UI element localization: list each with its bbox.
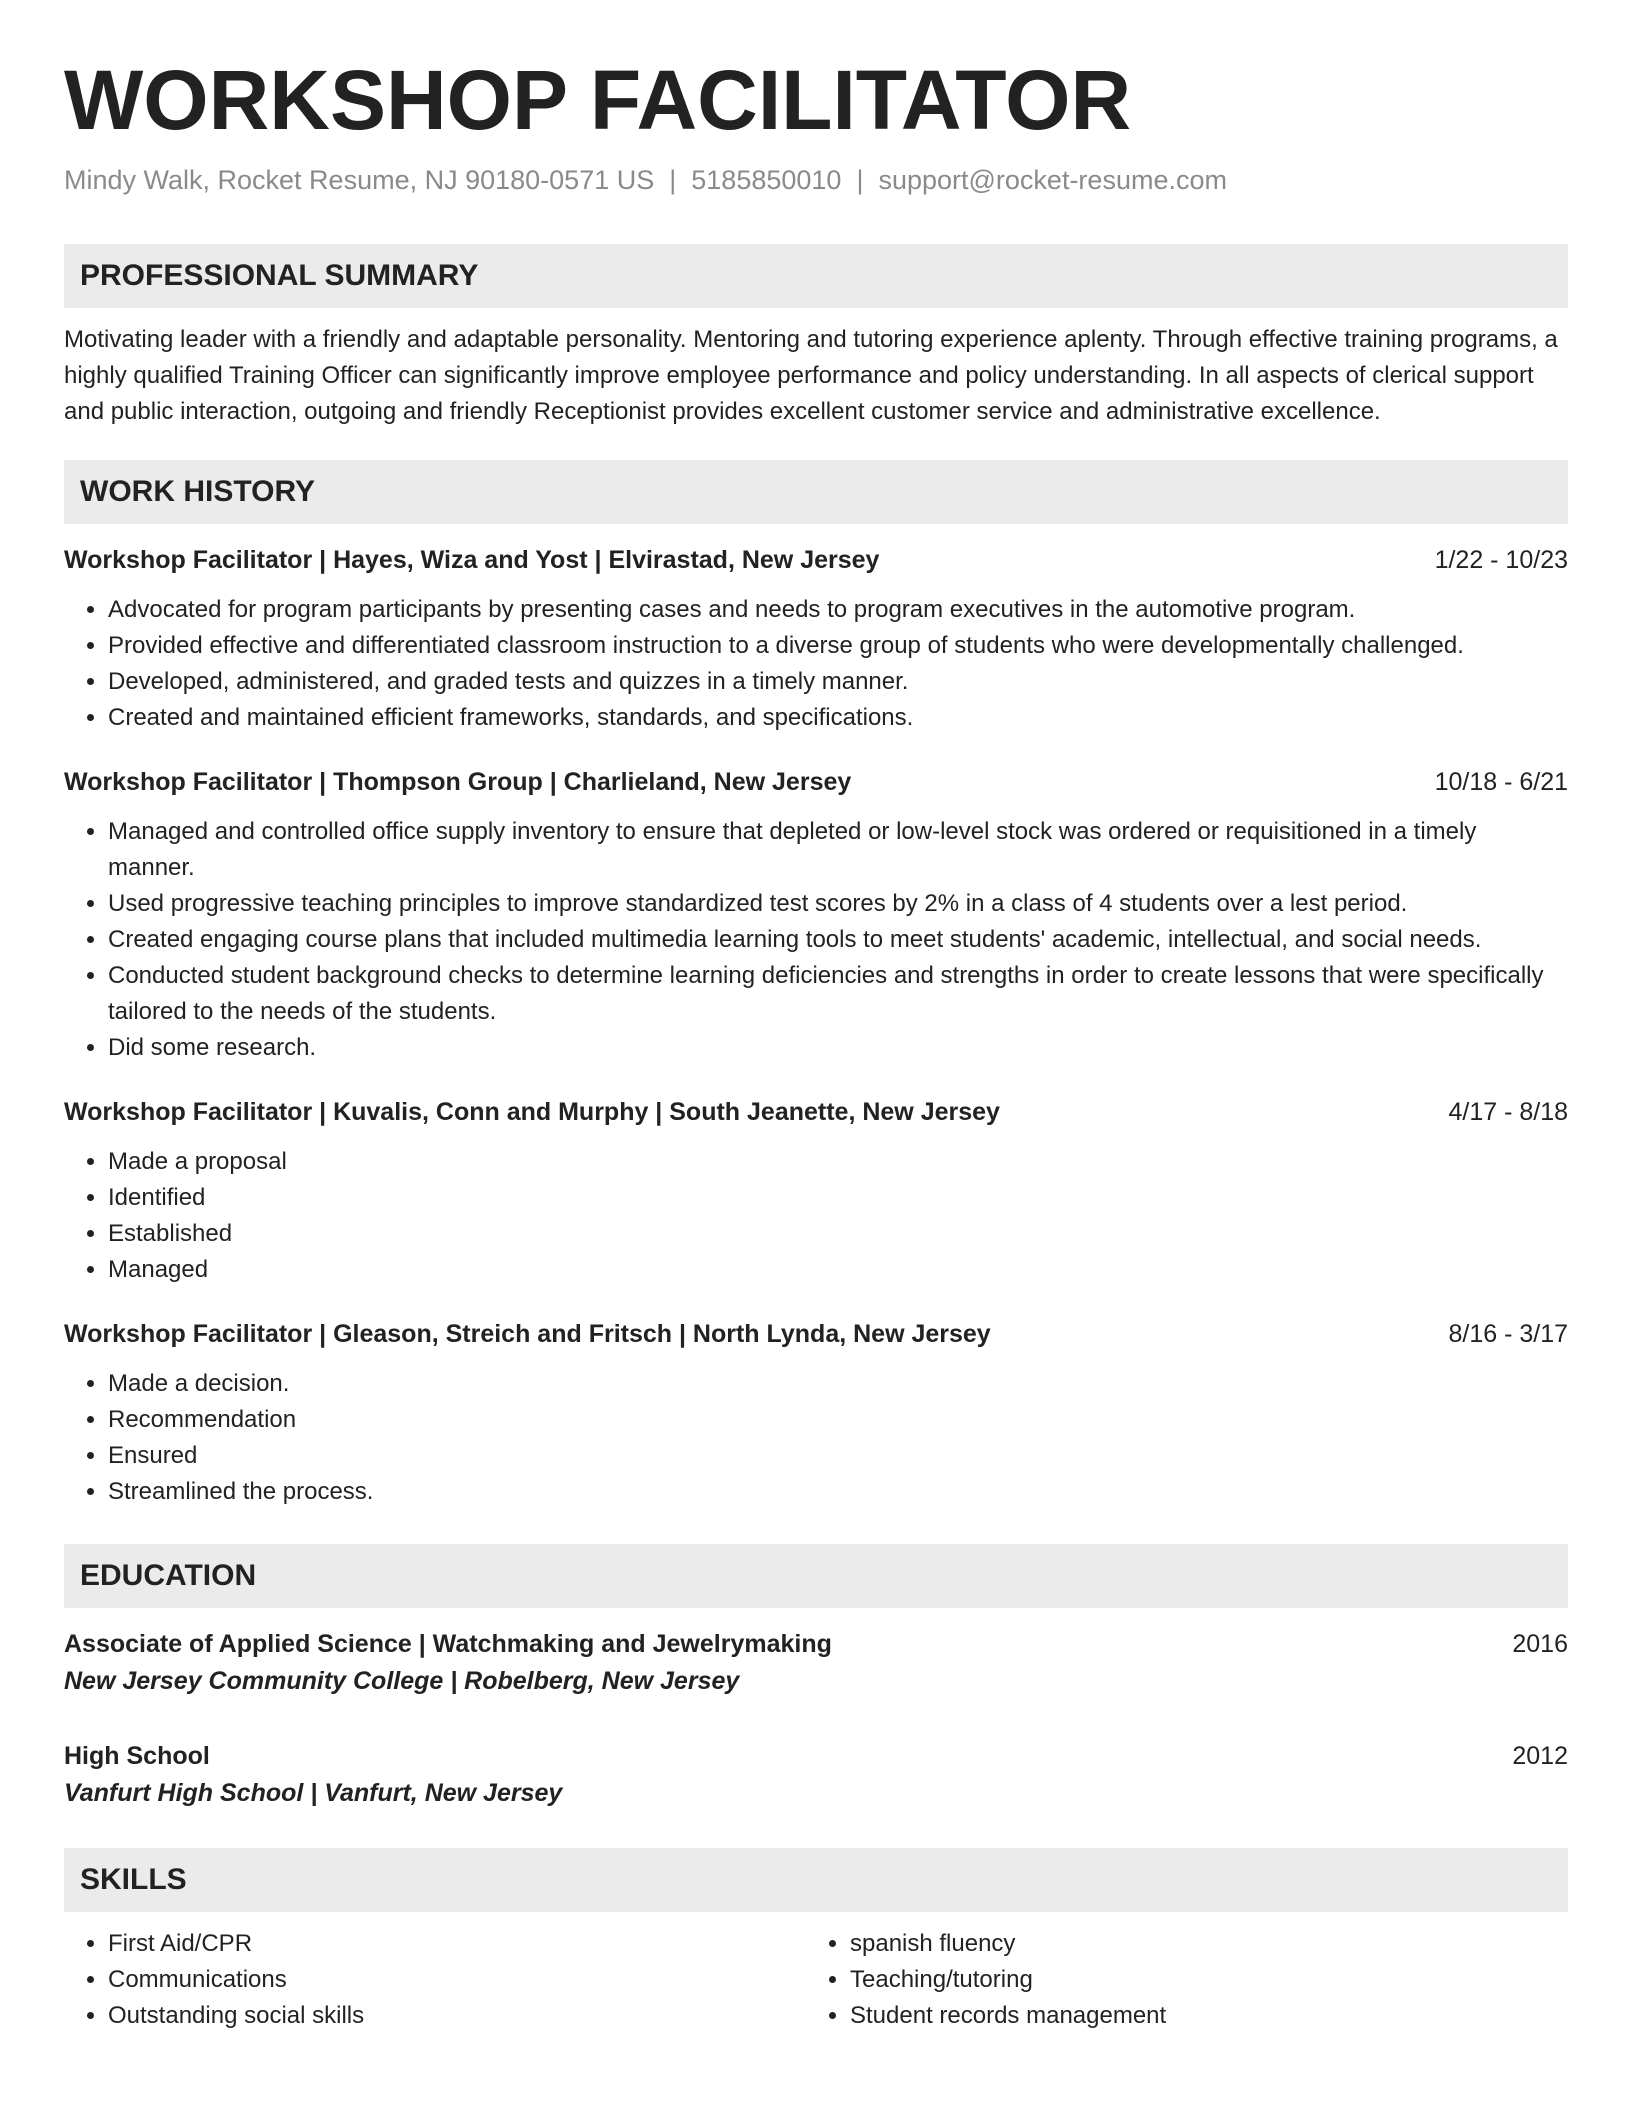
- contact-phone: 5185850010: [691, 164, 842, 195]
- job-title: Workshop Facilitator | Kuvalis, Conn and Murphy | South Jeanette, New Jersey: [64, 1097, 1000, 1126]
- job-header: [64, 764, 1568, 800]
- list-item: • Provided effective and differentiated classroom instruction to a diverse group of students who were developmentally challenged.: [108, 628, 1568, 664]
- job-bullets: [64, 1144, 1568, 1288]
- job-entry: [64, 1316, 1568, 1510]
- education-entry: [64, 1626, 1568, 1700]
- education-school: New Jersey Community College | Robelberg, New Jersey: [64, 1666, 740, 1695]
- job-entry: [64, 542, 1568, 736]
- contact-line: [64, 165, 1568, 196]
- job-bullets: [64, 814, 1568, 1066]
- section-header-skills: SKILLS: [64, 1848, 1568, 1912]
- contact-separator: |: [856, 164, 864, 195]
- list-item: • Did some research.: [108, 1030, 1568, 1066]
- education-year: 2016: [1512, 1629, 1568, 1658]
- list-item: • Managed: [108, 1252, 1568, 1288]
- list-item: • Outstanding social skills: [108, 1998, 806, 2034]
- list-item: • Developed, administered, and graded tests and quizzes in a timely manner.: [108, 664, 1568, 700]
- list-item: • Managed and controlled office supply inventory to ensure that depleted or low-level stock was ordered or requisitioned in a timely manner.: [108, 814, 1568, 886]
- education-entry: [64, 1738, 1568, 1812]
- education-year: 2012: [1512, 1741, 1568, 1770]
- skills-column-left: [64, 1926, 806, 2034]
- list-item: • Used progressive teaching principles to improve standardized test scores by 2% in a class of 4 students over a lest period.: [108, 886, 1568, 922]
- skills-column-right: [806, 1926, 1548, 2034]
- job-header: [64, 1316, 1568, 1352]
- job-bullets: [64, 1366, 1568, 1510]
- contact-separator: |: [669, 164, 677, 195]
- list-item: • Made a decision.: [108, 1366, 1568, 1402]
- resume-page: [64, 52, 1568, 2034]
- list-item: • Recommendation: [108, 1402, 1568, 1438]
- job-title: Workshop Facilitator | Hayes, Wiza and Yost | Elvirastad, New Jersey: [64, 545, 880, 574]
- skills-list: [64, 1926, 1568, 2034]
- list-item: • Created and maintained efficient frameworks, standards, and specifications.: [108, 700, 1568, 736]
- list-item: • Identified: [108, 1180, 1568, 1216]
- section-header-work-history: WORK HISTORY: [64, 460, 1568, 524]
- section-header-education: EDUCATION: [64, 1544, 1568, 1608]
- list-item: • Conducted student background checks to determine learning deficiencies and strengths in order to create lessons that were specifically tailored to the needs of the students.: [108, 958, 1568, 1030]
- list-item: • Ensured: [108, 1438, 1568, 1474]
- job-bullets: [64, 592, 1568, 736]
- list-item: • Student records management: [850, 1998, 1548, 2034]
- list-item: • First Aid/CPR: [108, 1926, 806, 1962]
- job-dates: 10/18 - 6/21: [1434, 767, 1568, 796]
- job-dates: 4/17 - 8/18: [1448, 1097, 1568, 1126]
- job-entry: [64, 764, 1568, 1066]
- job-header: [64, 1094, 1568, 1130]
- education-degree: High School: [64, 1741, 210, 1770]
- list-item: • Streamlined the process.: [108, 1474, 1568, 1510]
- education-degree: Associate of Applied Science | Watchmaking and Jewelrymaking: [64, 1629, 832, 1658]
- contact-email: support@rocket-resume.com: [878, 164, 1227, 195]
- summary-text: Motivating leader with a friendly and adaptable personality. Mentoring and tutoring experience aplenty. Through effective training programs, a highly qualified Training Officer can significantly improve employee performance and policy understanding. In all aspects of clerical support and public interaction, outgoing and friendly Receptionist provides excellent customer service and administrative excellence.: [64, 325, 1558, 425]
- education-header: [64, 1738, 1568, 1774]
- section-header-summary: PROFESSIONAL SUMMARY: [64, 244, 1568, 308]
- list-item: • Teaching/tutoring: [850, 1962, 1548, 1998]
- job-dates: 1/22 - 10/23: [1434, 545, 1568, 574]
- list-item: • Established: [108, 1216, 1568, 1252]
- resume-name-title: WORKSHOP FACILITATOR: [64, 53, 1132, 147]
- education-header: [64, 1626, 1568, 1662]
- job-title: Workshop Facilitator | Gleason, Streich and Fritsch | North Lynda, New Jersey: [64, 1319, 991, 1348]
- list-item: • Communications: [108, 1962, 806, 1998]
- job-header: [64, 542, 1568, 578]
- list-item: • spanish fluency: [850, 1926, 1548, 1962]
- list-item: • Made a proposal: [108, 1144, 1568, 1180]
- job-title: Workshop Facilitator | Thompson Group | Charlieland, New Jersey: [64, 767, 852, 796]
- contact-address: Mindy Walk, Rocket Resume, NJ 90180-0571 US: [64, 164, 655, 195]
- job-dates: 8/16 - 3/17: [1448, 1319, 1568, 1348]
- education-school: Vanfurt High School | Vanfurt, New Jersey: [64, 1778, 563, 1807]
- job-entry: [64, 1094, 1568, 1288]
- list-item: • Advocated for program participants by presenting cases and needs to program executives in the automotive program.: [108, 592, 1568, 628]
- list-item: • Created engaging course plans that included multimedia learning tools to meet students' academic, intellectual, and social needs.: [108, 922, 1568, 958]
